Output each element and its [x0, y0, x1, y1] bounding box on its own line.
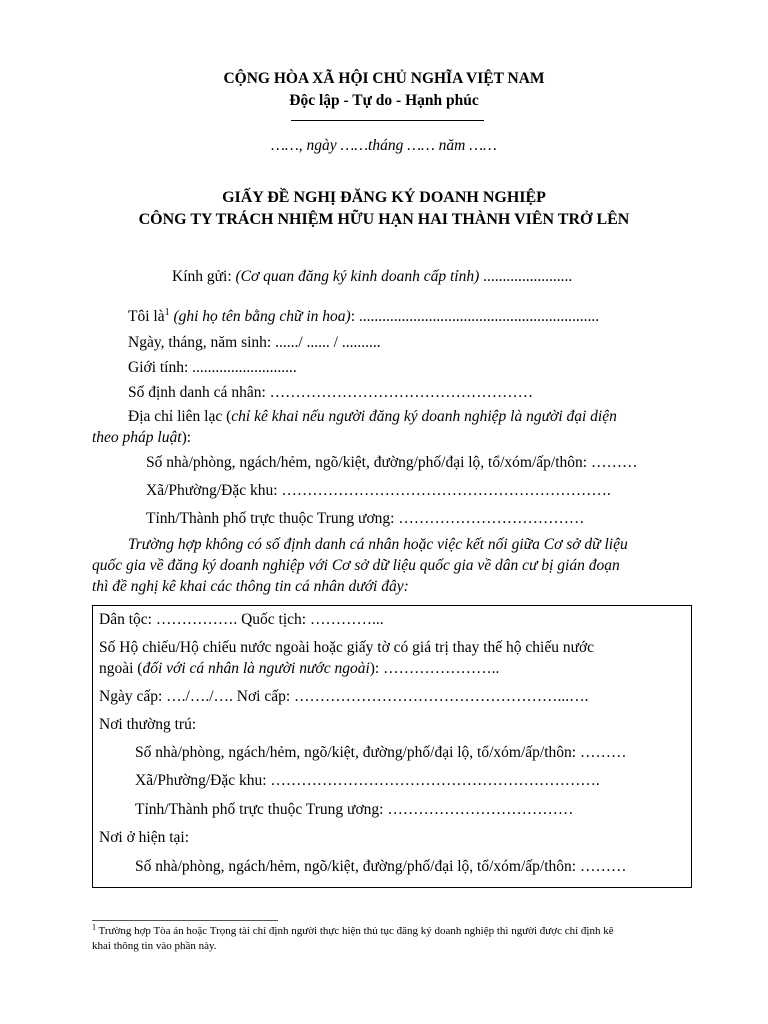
name-dots: : ..............................................................	[350, 308, 600, 325]
contact-end: ):	[181, 429, 192, 446]
passport-line-2	[99, 660, 499, 678]
footnote-line-1	[92, 924, 614, 939]
contact-line-1	[128, 408, 617, 426]
recipient-line	[172, 268, 572, 286]
document-subtitle: CÔNG TY TRÁCH NHIỆM HỮU HẠN HAI THÀNH VIÊN TRỞ LÊN	[138, 211, 630, 228]
contact-line-2	[92, 429, 191, 447]
passport-start: ngoài (	[99, 660, 143, 677]
national-motto: Độc lập - Tự do - Hạnh phúc	[289, 92, 479, 109]
passport-end: ): …………………..	[369, 660, 500, 677]
contact-province-line: Tỉnh/Thành phố trực thuộc Trung ương: ………………………………	[146, 510, 585, 527]
recipient-value: (Cơ quan đăng ký kinh doanh cấp tỉnh)	[235, 268, 480, 285]
contact-hint: chỉ kê khai nếu người đăng ký doanh nghiệp là người đại diện	[231, 408, 617, 425]
permanent-ward-line: Xã/Phường/Đặc khu: ……………………………………………………….	[135, 772, 600, 789]
current-street-line: Số nhà/phòng, ngách/hẻm, ngõ/kiệt, đường/phố/đại lộ, tổ/xóm/ấp/thôn: ………	[135, 858, 627, 875]
permanent-street-line: Số nhà/phòng, ngách/hẻm, ngõ/kiệt, đường/phố/đại lộ, tổ/xóm/ấp/thôn: ………	[135, 744, 627, 761]
footnote-number: 1	[92, 922, 96, 932]
id-line: Số định danh cá nhân: ……………………………………………	[128, 384, 534, 401]
note-line-3: thì đề nghị kê khai các thông tin cá nhân dưới đây:	[92, 578, 409, 595]
issue-line: Ngày cấp: …./…./…. Nơi cấp: ……………………………………………...….	[99, 688, 589, 705]
name-label: Tôi là	[128, 308, 165, 325]
recipient-label: Kính gửi:	[172, 268, 236, 285]
footnote-text-1: Trường hợp Tòa án hoặc Trọng tài chỉ định người thực hiện thủ tục đăng ký doanh nghiệp thì người được chỉ định kê	[96, 925, 614, 937]
footnote-separator	[92, 920, 278, 921]
contact-hint-end: theo pháp luật	[92, 429, 182, 446]
permanent-province-line: Tỉnh/Thành phố trực thuộc Trung ương: ………………………………	[135, 801, 574, 818]
contact-ward-line: Xã/Phường/Đặc khu: ……………………………………………………….	[146, 482, 611, 499]
passport-hint: đối với cá nhân là người nước ngoài	[142, 660, 370, 677]
note-line-2: quốc gia về đăng ký doanh nghiệp với Cơ sở dữ liệu quốc gia về dân cư bị gián đoạn	[92, 557, 620, 574]
passport-line-1: Số Hộ chiếu/Hộ chiếu nước ngoài hoặc giấy tờ có giá trị thay thế hộ chiếu nước	[99, 639, 595, 656]
contact-street-line: Số nhà/phòng, ngách/hẻm, ngõ/kiệt, đường/phố/đại lộ, tổ/xóm/ấp/thôn: ………	[146, 454, 638, 471]
current-residence-label: Nơi ở hiện tại:	[99, 829, 190, 846]
contact-label: Địa chỉ liên lạc (	[128, 408, 232, 425]
name-hint: (ghi họ tên bằng chữ in hoa)	[173, 308, 351, 325]
permanent-residence-label: Nơi thường trú:	[99, 716, 197, 733]
gender-line: Giới tính: ...........................	[128, 359, 297, 376]
name-line	[128, 308, 599, 326]
motto-underline	[291, 120, 484, 121]
recipient-dots: .......................	[479, 268, 573, 285]
note-line-1: Trường hợp không có số định danh cá nhân hoặc việc kết nối giữa Cơ sở dữ liệu	[128, 536, 628, 553]
document-title: GIẤY ĐỀ NGHỊ ĐĂNG KÝ DOANH NGHIỆP	[222, 189, 546, 206]
dob-line: Ngày, tháng, năm sinh: ....../ ...... / ..........	[128, 334, 381, 351]
footnote-line-2: khai thông tin vào phần này.	[92, 940, 217, 952]
date-line: ……, ngày ……tháng …… năm ……	[271, 137, 497, 154]
ethnicity-nationality-line: Dân tộc: ……………. Quốc tịch: …………...	[99, 611, 384, 628]
country-name: CỘNG HÒA XÃ HỘI CHỦ NGHĨA VIỆT NAM	[223, 70, 545, 87]
footnote-ref: 1	[164, 306, 170, 318]
